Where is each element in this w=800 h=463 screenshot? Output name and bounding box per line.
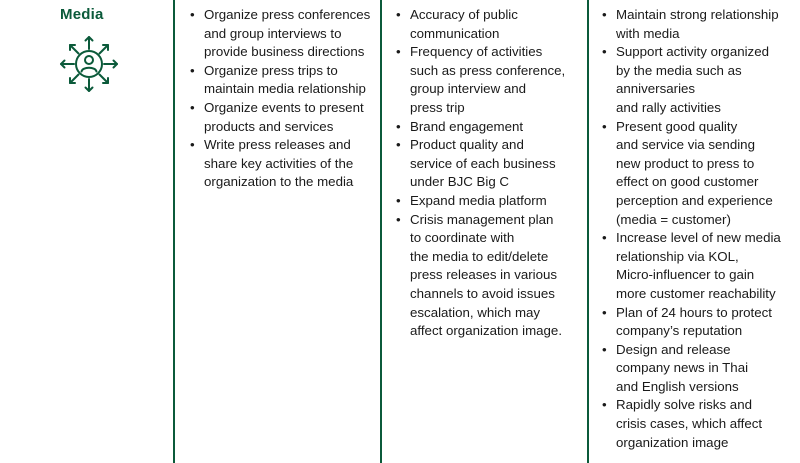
list-item-line: • Crisis management plan <box>410 211 554 227</box>
section-title: Media <box>60 6 104 23</box>
list-item-line: • Design and release <box>616 341 731 357</box>
list-item-line: • Brand engagement <box>410 118 524 134</box>
list-item <box>600 304 796 341</box>
list-item-line: and rally activities <box>616 99 721 115</box>
list-item-line: affect organization image. <box>410 323 563 339</box>
list-item-line: organization to the media <box>204 174 354 190</box>
list-item-line: • Rapidly solve risks and <box>616 397 752 413</box>
list-item-line: maintain media relationship <box>204 81 366 97</box>
list-item-line: escalation, which may <box>410 304 541 320</box>
list-item <box>394 211 590 341</box>
list-item-line: • Accuracy of public <box>410 7 518 22</box>
column-divider <box>173 0 175 463</box>
activities-list <box>188 6 384 192</box>
list-item-line: and English versions <box>616 378 739 394</box>
list-item <box>188 136 384 192</box>
list-item-line: provide business directions <box>204 44 365 60</box>
list-item-line: products and services <box>204 118 334 134</box>
list-item-line: such as press conference, <box>410 62 566 78</box>
expectations-list <box>394 6 590 341</box>
list-item-line: and group interviews to <box>204 25 342 41</box>
list-item <box>600 341 796 397</box>
list-item-line: anniversaries <box>616 81 696 97</box>
list-item-line: service of each business <box>410 155 556 171</box>
list-item-line: channels to avoid issues <box>410 285 555 301</box>
list-item-line: crisis cases, which affect <box>616 416 763 432</box>
list-item <box>188 99 384 136</box>
list-item-line: (media = customer) <box>616 211 731 227</box>
list-item <box>600 43 796 117</box>
list-item <box>394 136 590 192</box>
list-item <box>188 6 384 62</box>
list-item <box>394 6 590 43</box>
list-item-line: the media to edit/delete <box>410 248 549 264</box>
list-item-line: • Present good quality <box>616 118 738 134</box>
list-item-line: to coordinate with <box>410 230 515 246</box>
list-item <box>394 43 590 117</box>
list-item <box>600 6 796 43</box>
list-item-line: • Expand media platform <box>410 192 547 208</box>
list-item <box>600 229 796 303</box>
list-item-line: • Product quality and <box>410 137 524 153</box>
list-item-line: more customer reachability <box>616 285 776 301</box>
list-item-line: • Organize events to present <box>204 99 364 115</box>
list-item-line: press releases in various <box>410 267 558 283</box>
list-item-line: company news in Thai <box>616 360 749 376</box>
list-item-line: under BJC Big C <box>410 174 510 190</box>
list-item-line: by the media such as <box>616 62 742 78</box>
list-item-line: with media <box>616 25 680 41</box>
list-item-line: relationship via KOL, <box>616 248 739 264</box>
list-item-line: • Support activity organized <box>616 44 769 60</box>
list-item-line: • Organize press conferences <box>204 7 371 22</box>
responses-list <box>600 6 796 452</box>
list-item <box>600 396 796 452</box>
list-item-line: press trip <box>410 99 465 115</box>
list-item <box>188 62 384 99</box>
list-item-line: new product to press to <box>616 155 755 171</box>
list-item-line: perception and experience <box>616 192 773 208</box>
list-item-line: • Organize press trips to <box>204 62 338 78</box>
list-item <box>394 192 590 211</box>
list-item-line: company’s reputation <box>616 323 743 339</box>
list-item-line: • Frequency of activities <box>410 44 543 60</box>
list-item-line: communication <box>410 25 500 41</box>
list-item <box>394 118 590 137</box>
list-item-line: • Increase level of new media <box>616 230 781 246</box>
person-broadcast-icon <box>56 34 122 94</box>
list-item-line: • Maintain strong relationship <box>616 7 779 22</box>
list-item-line: share key activities of the <box>204 155 354 171</box>
list-item-line: and service via sending <box>616 137 755 153</box>
list-item-line: effect on good customer <box>616 174 759 190</box>
list-item-line: • Plan of 24 hours to protect <box>616 304 772 320</box>
list-item-line: group interview and <box>410 81 527 97</box>
list-item <box>600 118 796 230</box>
list-item-line: • Write press releases and <box>204 137 351 153</box>
list-item-line: organization image <box>616 434 729 450</box>
list-item-line: Micro-influencer to gain <box>616 267 755 283</box>
